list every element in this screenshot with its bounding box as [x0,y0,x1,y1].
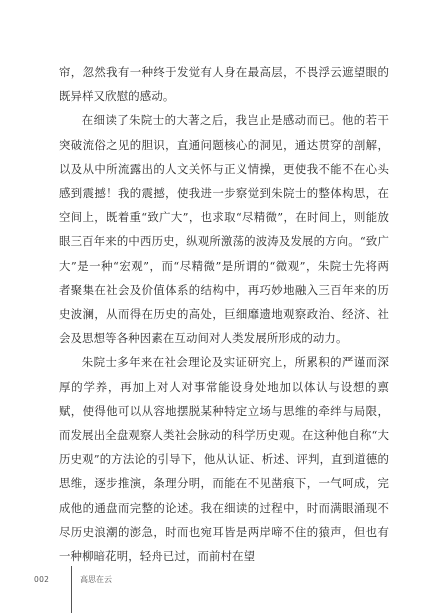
paragraph-2: 在细读了朱院士的大著之后，我岂止是感动而已。他的若干突破流俗之见的胆识，直通问题核心的洞见，通达贯穿的剖解，以及从中所流露出的人文关怀与正义情操，更使我不能不在心头感到震撼！我的震撼，使我进一步察觉到朱院士的整体构思，在空间上，既着重“致广大”，也求取“尽精微”，在时间上，则能放眼三百年来的中西历史，纵观所激荡的波涛及发展的方向。“致广大”是一种“宏观”，而“尽精微”是所谓的“微观”，朱院士先将两者聚集在社会及价值体系的结构中，再巧妙地融入三百年来的历史波澜，从而得在历史的高处，巨细靡遗地观察政治、经济、社会及思想等各种因素在互动间对人类发展所形成的动力。 [59,113,389,346]
main-text [59,60,389,568]
footer-divider [71,566,72,613]
paragraph-3: 朱院士多年来在社会理论及实证研究上，所累积的严谨而深厚的学养，再加上对人对事常能设身处地加以体认与设想的禀赋，使得他可以从容地摆脱某种特定立场与思维的牵绊与局限，而发展出全盘观察人类社会脉动的科学历史观。在这种他自称“大历史观”的方法论的引导下，他从认证、析述、评判，直到道德的思维，逐步推演，条理分明，而能在不见凿痕下，一气呵成，完成他的通盘而完整的论述。我在细读的过程中，时而满眼涌现不尽历史浪潮的澎急，时而也宛耳皆是两岸啼不住的猿声，但也有一种柳暗花明，轻舟已过，而前村在望 [59,355,389,564]
page-number: 002 [34,575,50,584]
running-title: 高思在云 [80,575,112,584]
paragraph-1: 帘，忽然我有一种终于发觉有人身在最高层，不畏浮云遮望眼的既异样又欣慰的感动。 [59,65,389,104]
